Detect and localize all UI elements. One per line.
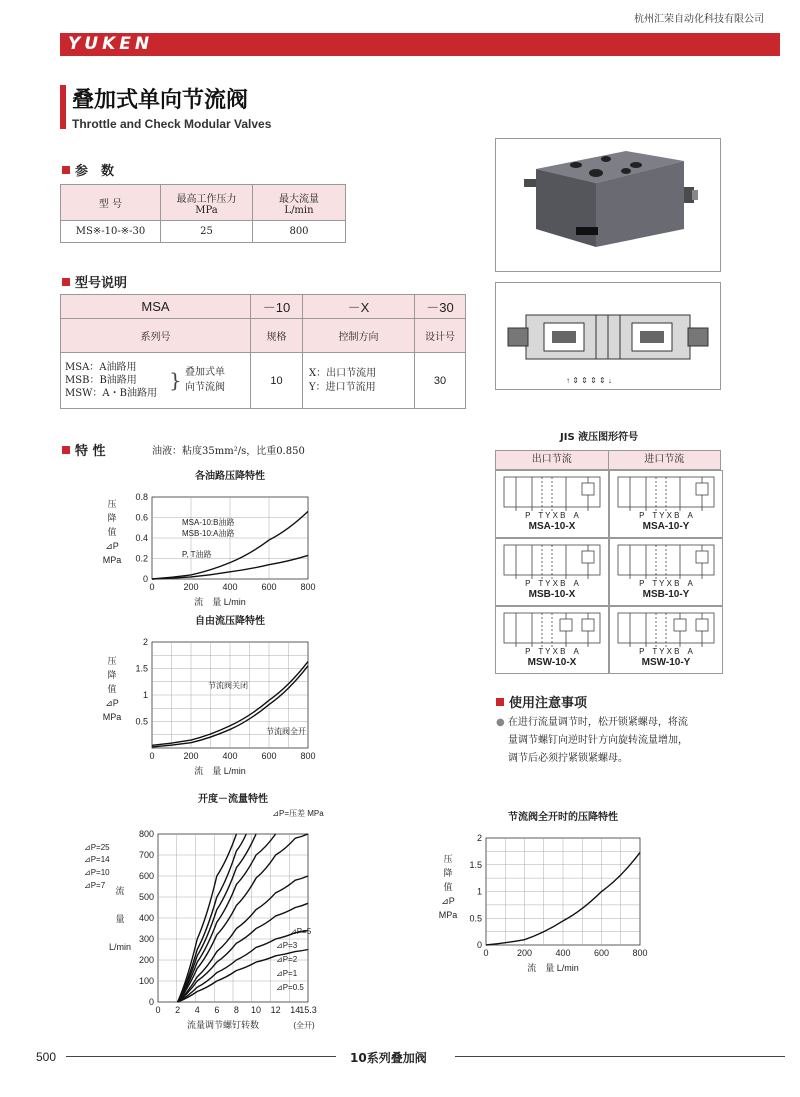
jis-symbol-label: MSA-10-Y [642,521,690,532]
port-labels: P T Y X B A [525,511,579,520]
port-labels: P T Y X B A [639,647,693,656]
x-tick-label: 14 [290,1005,301,1015]
series-label: ⊿P=7 [84,881,106,890]
y-tick-label: 1.5 [135,663,148,674]
company-name: 杭州汇荣自动化科技有限公司 [634,14,764,25]
jis-symbol-msb-10-y [609,538,723,606]
y-tick-label: 2 [142,637,148,647]
bullet-icon [62,278,70,286]
port-labels: P T Y X B A [525,647,579,656]
x-tick-label: 600 [261,751,277,761]
jis-symbol-label: MSA-10-X [528,521,576,532]
params-table [60,184,346,243]
jis-symbol-msb-10-x [495,538,609,606]
model-code-series: MSA [61,295,251,319]
chart-full-open-pressure-drop [420,808,680,983]
throttle-icon [582,551,594,563]
jis-symbol-label: MSB-10-Y [642,589,690,600]
direction-y: Y：进口节流用 [309,381,376,393]
y-axis-label: MPa [102,555,122,565]
x-axis-label: 流 量 L/min [194,766,246,776]
y-tick-label: 1.5 [469,859,482,870]
y-tick-label: 0 [148,997,154,1007]
y-axis-label: ⊿P [105,698,119,708]
model-code-direction: －X [303,295,415,319]
y-tick-label: 0.5 [135,716,148,727]
chart-opening-flow [84,792,350,1032]
y-axis-label: 压 [443,854,453,864]
series-label: ⊿P=2 [276,955,298,964]
params-pressure: 25 [161,221,253,243]
params-header-model: 型 号 [61,185,161,221]
jis-symbol-msa-10-y [609,470,723,538]
series-label: ⊿P=0.5 [276,983,304,992]
jis-title: JIS 液压图形符号 [560,432,639,443]
chart-subtitle: ⊿P=压差 MPa [272,809,324,818]
y-tick-label: 500 [138,892,154,902]
x-tick-label: 8 [233,1005,239,1015]
series-label: 节流阀关闭 [208,681,248,690]
chart-free-flow-pressure-drop [90,612,330,782]
y-axis-label: MPa [102,712,122,722]
params-header-flow: 最大流量 L/min [253,185,346,221]
product-photo [495,138,721,272]
page-number: 500 [36,1050,57,1064]
note-line-1: 在进行流量调节时，松开锁紧螺母，将流 [507,717,688,728]
y-tick-label: 700 [138,850,154,860]
model-label-size: 规格 [251,319,303,353]
x-tick-label: 10 [251,1005,262,1015]
x-tick-label: 0 [149,582,155,592]
footer-series: 10系列叠加阀 [350,1051,427,1065]
brand-logo: YUKEN [68,34,154,54]
params-heading: 参 数 [62,160,114,179]
y-axis-label: 流 [115,886,125,896]
x-tick-label: 800 [300,582,316,592]
params-flow: 800 [253,221,346,243]
x-tick-label: 800 [300,751,316,761]
x-axis-label-2: (全开) [293,1021,315,1030]
x-tick-label: 400 [555,948,571,958]
model-direction-cell [303,353,415,409]
x-tick-label: 0 [155,1005,161,1015]
y-axis-label: ⊿P [105,541,119,551]
y-axis-label: 降 [107,670,117,680]
port-labels: P T Y X B A [525,579,579,588]
oil-spec: 油液：粘度35mm²/s，比重0.850 [152,446,305,457]
brand-bar [60,33,780,56]
note-line-3: 调节后必须拧紧锁紧螺母。 [508,753,628,764]
port-labels: P T Y X B A [639,579,693,588]
jis-symbol-label: MSW-10-X [527,657,577,668]
throttle-icon [696,483,708,495]
throttle-icon [674,619,686,631]
chart-title: 开度－流量特性 [198,794,268,805]
x-tick-label: 6 [214,1005,220,1015]
model-table [60,294,466,409]
x-tick-label: 600 [593,948,610,958]
features-heading: 特 性 [62,440,106,459]
x-tick-label: 800 [632,948,648,958]
y-axis-label: 量 [115,914,125,924]
x-tick-label: 400 [222,751,238,761]
x-tick-label: 200 [183,751,199,761]
params-model: MS※-10-※-30 [61,221,161,243]
y-axis-label: ⊿P [441,896,455,906]
x-tick-label: 4 [194,1005,200,1015]
model-label-design: 设计号 [415,319,466,353]
svg-text:↑ ⇕ ⇕ ⇕ ⇕ ↓: ↑ ⇕ ⇕ ⇕ ⇕ ↓ [566,376,612,385]
y-axis-label: 压 [107,499,117,509]
notes-body [496,714,722,768]
y-tick-label: 0 [142,574,148,584]
x-axis-label: 流 量 L/min [527,963,579,973]
series-desc-2: 向节流阀 [185,382,225,393]
x-axis-label: 流量调节螺钉转数 [186,1020,260,1030]
throttle-icon [560,619,572,631]
y-tick-label: 0.2 [135,553,148,564]
x-tick-label: 12 [270,1005,281,1015]
chart-title: 节流阀全开时的压降特性 [508,812,618,823]
series-line-a: MSA：A油路用 [65,362,137,373]
series-label: ⊿P=10 [84,868,110,877]
y-tick-label: 1 [476,886,482,897]
series-label: ⊿P=1 [276,969,298,978]
direction-x: X：出口节流用 [309,367,377,379]
jis-symbol-msw-10-y [609,606,723,674]
footer-rule-left [66,1056,336,1057]
y-tick-label: 300 [138,934,154,944]
chart-title: 各油路压降特性 [195,471,265,482]
bullet-icon [62,446,70,454]
throttle-icon [582,483,594,495]
throttle-icon [696,551,708,563]
model-code-design: －30 [415,295,466,319]
series-label: MSA-10:B油路 [182,518,235,527]
y-tick-label: 0 [476,940,482,950]
x-tick-label: 15.3 [299,1005,317,1015]
jis-symbol-label: MSW-10-Y [641,657,691,668]
model-heading: 型号说明 [62,272,127,291]
model-design-value: 30 [415,353,466,409]
x-tick-label: 200 [183,582,199,592]
y-axis-label: 值 [107,684,117,694]
x-tick-label: 0 [483,948,489,958]
page-subtitle: Throttle and Check Modular Valves [72,117,272,131]
y-axis-label: MPa [438,910,458,920]
y-tick-label: 1 [142,690,148,700]
series-line-b: MSB：B油路用 [65,375,137,386]
y-axis-label: 降 [443,868,453,878]
model-series-cell [61,353,251,409]
brace-icon: } [169,368,182,392]
y-tick-label: 0.8 [135,492,148,502]
chart-title: 自由流压降特性 [195,616,265,627]
y-axis-label: 降 [107,513,117,523]
jis-col-outlet: 出口节流 [495,450,609,470]
throttle-icon [582,619,594,631]
y-tick-label: 400 [138,913,154,923]
chart-port-pressure-drop [90,465,330,607]
y-tick-label: 600 [138,871,154,881]
x-tick-label: 200 [516,948,533,958]
series-label: 节流阀全开 [266,727,306,736]
model-size-value: 10 [251,353,303,409]
bullet-icon [62,166,70,174]
title-marker [60,85,66,129]
series-label: P, T油路 [182,550,212,559]
jis-symbol-msa-10-x [495,470,609,538]
jis-symbol-msw-10-x [495,606,609,674]
port-labels: P T Y X B A [639,511,693,520]
y-axis-label: 值 [107,527,117,537]
series-label: MSB-10:A油路 [182,529,235,538]
y-tick-label: 800 [138,829,154,839]
model-code-size: －10 [251,295,303,319]
bullet-icon [496,698,504,706]
y-tick-label: 2 [476,833,482,843]
x-tick-label: 0 [149,751,155,761]
params-header-pressure: 最高工作压力 MPa [161,185,253,221]
y-axis-label: L/min [108,942,132,952]
y-axis-label: 值 [443,882,453,892]
model-label-series: 系列号 [61,319,251,353]
series-line-w: MSW：A・B油路用 [65,388,157,399]
model-label-direction: 控制方向 [303,319,415,353]
y-tick-label: 100 [138,976,154,986]
y-axis-label: 压 [107,656,117,666]
y-tick-label: 0.4 [135,533,148,543]
series-desc-1: 叠加式单 [185,367,225,378]
throttle-icon [696,619,708,631]
jis-col-inlet: 进口节流 [609,450,722,470]
series-label: ⊿P=3 [276,941,298,950]
notes-heading: 使用注意事项 [496,692,587,711]
footer-rule-right [455,1056,785,1057]
x-axis-label: 流 量 L/min [194,597,246,607]
note-bullet-icon: ● [496,717,505,728]
section-drawing [495,282,721,390]
jis-symbol-label: MSB-10-X [528,589,576,600]
y-tick-label: 200 [138,955,154,965]
x-tick-label: 400 [222,582,238,592]
y-tick-label: 0.5 [469,913,482,924]
x-tick-label: 600 [261,582,277,592]
x-tick-label: 2 [175,1005,181,1015]
note-line-2: 量调节螺钉向逆时针方向旋转流量增加， [508,735,688,746]
series-label: ⊿P=5 [290,927,312,936]
page-title: 叠加式单向节流阀 [72,88,249,113]
series-label: ⊿P=25 [84,843,110,852]
y-tick-label: 0.6 [135,512,148,523]
series-label: ⊿P=14 [84,855,110,864]
jis-table [495,450,721,674]
